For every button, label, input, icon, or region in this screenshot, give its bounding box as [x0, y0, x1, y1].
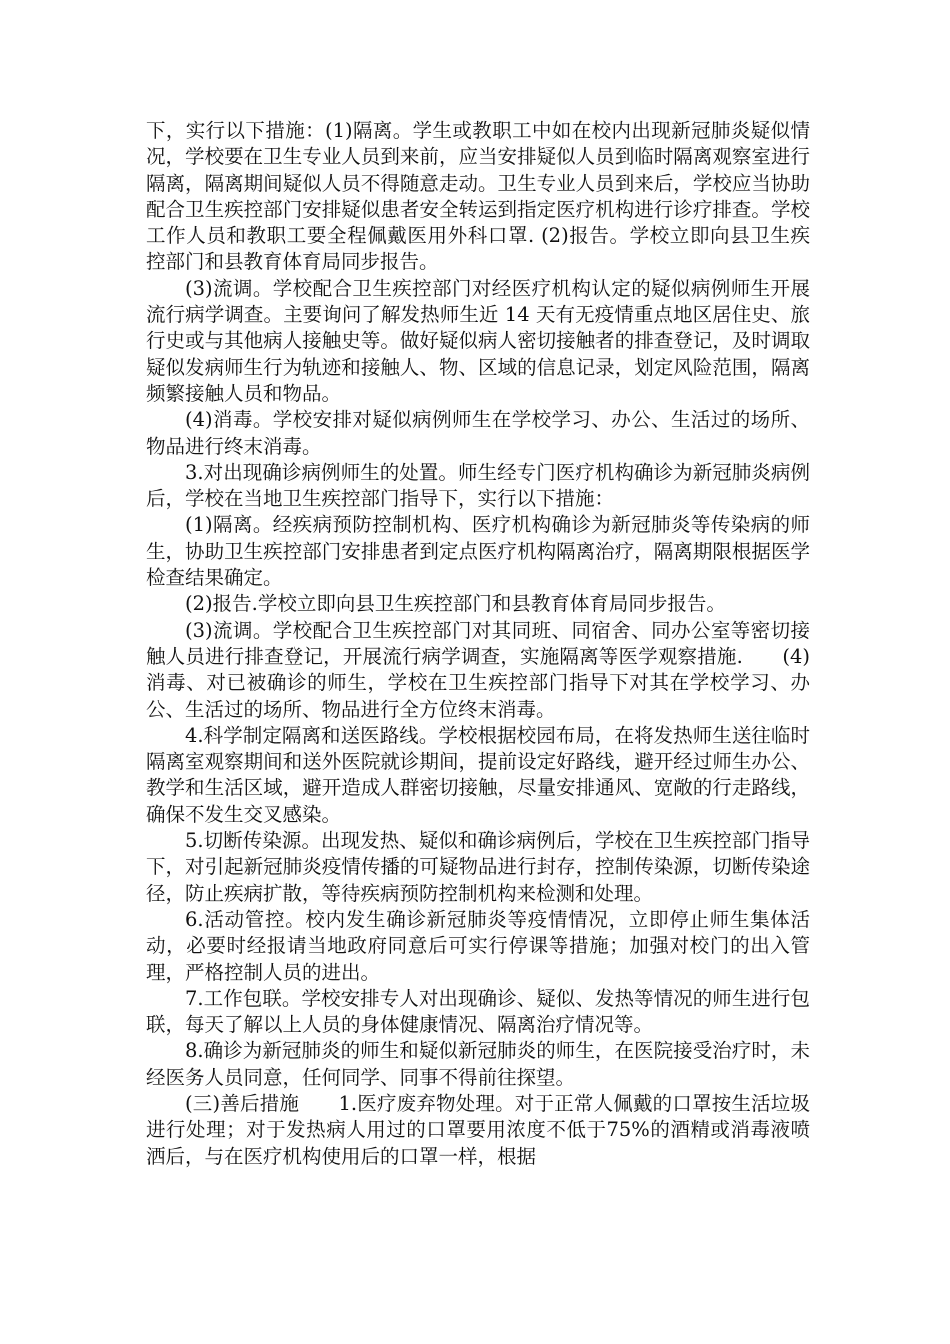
paragraph-isolation-report: 下，实行以下措施：(1)隔离。学生或教职工中如在校内出现新冠肺炎疑似情况，学校要在卫生专业人员到来前，应当安排疑似人员到临时隔离观察室进行隔离，隔离期间疑似人员不得随意走动。卫生专业人员到来后，学校应当协助配合卫生疾控部门安排疑似患者安全转运到指定医疗机构进行诊疗排查。学校工作人员和教职工要全程佩戴医用外科口罩. (2)报告。学校立即向县卫生疾控部门和县教育体育局同步报告。	[146, 119, 810, 274]
paragraph-confirmed-report: (2)报告.学校立即向县卫生疾控部门和县教育体育局同步报告。	[185, 592, 726, 616]
paragraph-aftermath-measures: (三)善后措施 1.医疗废弃物处理。对于正常人佩戴的口罩按生活垃圾进行处理；对于发热病人用过的口罩要用浓度不低于75%的酒精或消毒液喷洒后，与在医疗机构使用后的口罩一样，根据	[146, 1091, 810, 1168]
paragraph-confirmed-cases-heading: 3.对出现确诊病例师生的处置。师生经专门医疗机构确诊为新冠肺炎病例后，学校在当地卫生疾控部门指导下，实行以下措施：	[146, 460, 810, 511]
paragraph-no-visits: 8.确诊为新冠肺炎的师生和疑似新冠肺炎的师生，在医院接受治疗时，未经医务人员同意，任何同学、同事不得前往探望。	[146, 1039, 810, 1089]
paragraph-activity-control: 6.活动管控。校内发生确诊新冠肺炎等疫情情况，立即停止师生集体活动，必要时经报请当地政府同意后可实行停课等措施；加强对校门的出入管理，严格控制人员的进出。	[146, 907, 810, 984]
document-page	[146, 118, 810, 1170]
paragraph-confirmed-survey-disinfection: (3)流调。学校配合卫生疾控部门对其同班、同宿舍、同办公室等密切接触人员进行排查登记，开展流行病学调查，实施隔离等医学观察措施. (4)消毒、对已被确诊的师生，学校在卫生疾控部门指导下对其在学校学习、办公、生活过的场所、物品进行全方位终末消毒。	[146, 618, 810, 721]
paragraph-cut-infection-source: 5.切断传染源。出现发热、疑似和确诊病例后，学校在卫生疾控部门指导下，对引起新冠肺炎疫情传播的可疑物品进行封存，控制传染源，切断传染途径，防止疾病扩散，等待疾病预防控制机构来检测和处理。	[146, 829, 810, 905]
paragraph-work-contact: 7.工作包联。学校安排专人对出现确诊、疑似、发热等情况的师生进行包联，每天了解以上人员的身体健康情况、隔离治疗情况等。	[146, 986, 810, 1037]
paragraph-isolation-route: 4.科学制定隔离和送医路线。学校根据校园布局，在将发热师生送往临时隔离室观察期间和送外医院就诊期间，提前设定好路线，避开经过师生办公、教学和生活区域，避开造成人群密切接触，尽量安排通风、宽敞的行走路线，确保不发生交叉感染。	[146, 723, 810, 826]
paragraph-confirmed-isolation: (1)隔离。经疾病预防控制机构、医疗机构确诊为新冠肺炎等传染病的师生，协助卫生疾控部门安排患者到定点医疗机构隔离治疗，隔离期限根据医学检查结果确定。	[146, 513, 810, 590]
paragraph-suspected-disinfection: (4)消毒。学校安排对疑似病例师生在学校学习、办公、生活过的场所、物品进行终末消毒。	[146, 408, 810, 458]
paragraph-epidemiological-survey: (3)流调。学校配合卫生疾控部门对经医疗机构认定的疑似病例师生开展流行病学调查。主要询问了解发热师生近 14 天有无疫情重点地区居住史、旅行史或与其他病人接触史等。做好疑似病人密切接触者的排查登记，及时调取疑似发病师生行为轨迹和接触人、物、区域的信息记录，划定风险范围，隔离频繁接触人员和物品。	[146, 276, 810, 405]
